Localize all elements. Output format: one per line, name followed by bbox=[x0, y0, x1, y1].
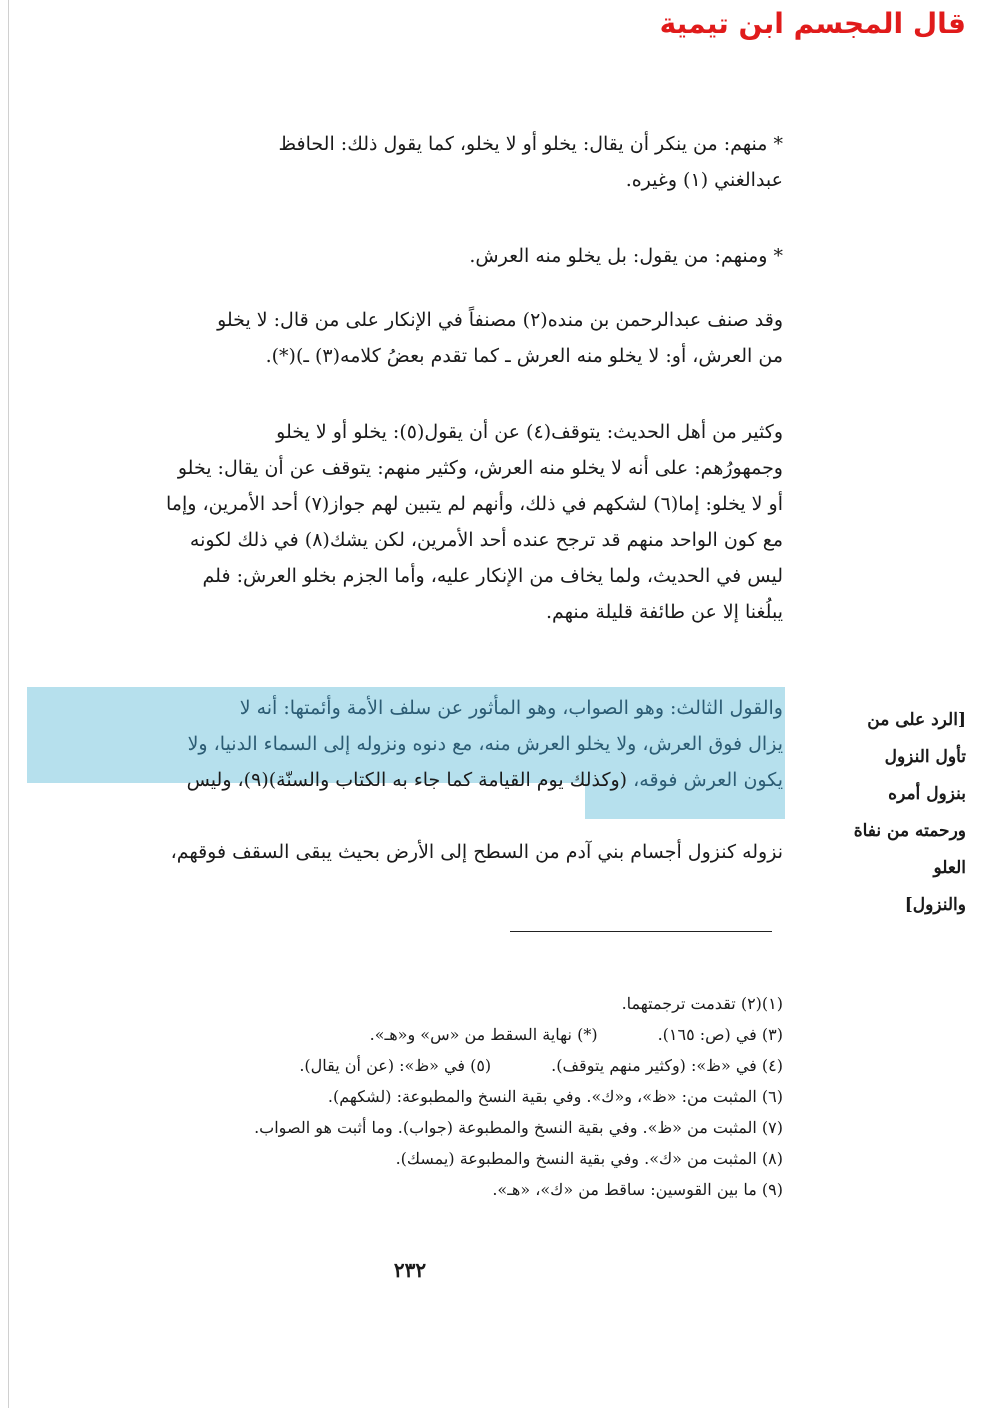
page-number: ٢٣٢ bbox=[393, 1258, 427, 1282]
text-line: * منهم: من ينكر أن يقال: يخلو أو لا يخلو، كما يقول ذلك: الحافظ bbox=[278, 133, 783, 155]
paragraph-6 bbox=[170, 834, 783, 870]
text-line-mixed bbox=[186, 762, 783, 798]
footnote: (١)(٢) تقدمت ترجمتهما. bbox=[621, 994, 783, 1013]
paragraph-4 bbox=[165, 414, 783, 630]
footnote: (٦) المثبت من: «ظ»، و«ك». وفي بقية النسخ والمطبوعة: (لشكهم). bbox=[327, 1087, 783, 1106]
text-line: ليس في الحديث، ولما يخاف من الإنكار عليه، وأما الجزم بخلو العرش: فلم bbox=[202, 565, 783, 587]
footnote: (٧) المثبت من «ظ». وفي بقية النسخ والمطبوعة (جواب). وما أثبت هو الصواب. bbox=[254, 1118, 783, 1137]
text-line: وجمهورُهم: على أنه لا يخلو منه العرش، وكثير منهم: يتوقف عن أن يقال: يخلو bbox=[177, 457, 783, 479]
margin-line: تأول النزول bbox=[884, 747, 966, 767]
footnotes bbox=[143, 988, 783, 1205]
text-line: وقد صنف عبدالرحمن بن منده(٢) مصنفاً في الإنكار على من قال: لا يخلو bbox=[217, 309, 783, 331]
paragraph-1 bbox=[203, 126, 783, 198]
paragraph-2 bbox=[203, 238, 783, 274]
margin-line: والنزول] bbox=[904, 895, 966, 915]
margin-line: بنزول أمره bbox=[888, 784, 966, 804]
text-line: نزوله كنزول أجسام بني آدم من السطح إلى الأرض بحيث يبقى السقف فوقهم، bbox=[170, 841, 783, 863]
text-line: والقول الثالث: وهو الصواب، وهو المأثور عن سلف الأمة وأئمتها: أنه لا bbox=[239, 697, 783, 719]
text-line: وكثير من أهل الحديث: يتوقف(٤) عن أن يقول(٥): يخلو أو لا يخلو bbox=[276, 421, 783, 443]
text-line: من العرش، أو: لا يخلو منه العرش ـ كما تقدم بعضُ كلامه(٣) ـ)(*). bbox=[265, 345, 783, 367]
text-line: يبلُغنا إلا عن طائفة قليلة منهم. bbox=[545, 601, 783, 623]
footnote: (٣) في (ص: ١٦٥). bbox=[657, 1025, 783, 1044]
margin-line: العلو bbox=[933, 858, 966, 878]
text-line: مع كون الواحد منهم قد ترجح عنده أحد الأمرين، لكن يشك(٨) في ذلك لكونه bbox=[189, 529, 783, 551]
footnote-separator bbox=[510, 931, 772, 932]
margin-note bbox=[786, 702, 966, 924]
footnote: (٨) المثبت من «ك». وفي بقية النسخ والمطبوعة (يمسك). bbox=[395, 1149, 783, 1168]
footnote: (٩) ما بين القوسين: ساقط من «ك»، «هـ». bbox=[492, 1180, 783, 1199]
text-line: أو لا يخلو: إما(٦) لشكهم في ذلك، وأنهم لم يتبين لهم جواز(٧) أحد الأمرين، وإما bbox=[165, 493, 783, 515]
page-header-title: قال المجسم ابن تيمية bbox=[659, 7, 966, 40]
paragraph-highlighted bbox=[186, 690, 783, 798]
footnote: (٥) في «ظ»: (عن أن يقال). bbox=[299, 1056, 492, 1075]
footnote: (٤) في «ظ»: (وكثير منهم يتوقف). bbox=[551, 1056, 783, 1075]
margin-line: ورحمته من نفاة bbox=[853, 821, 966, 841]
margin-line: [الرد على من bbox=[867, 710, 966, 730]
highlighted-fragment: يكون العرش فوقه، bbox=[633, 769, 783, 791]
paragraph-3 bbox=[203, 302, 783, 374]
text-line: يزال فوق العرش، ولا يخلو العرش منه، مع دنوه ونزوله إلى السماء الدنيا، ولا bbox=[187, 733, 783, 755]
text-line: عبدالغني (١) وغيره. bbox=[625, 169, 783, 191]
plain-fragment: (وكذلك يوم القيامة كما جاء به الكتاب والسنّة)(٩)، وليس bbox=[186, 769, 628, 791]
text-line: * ومنهم: من يقول: بل يخلو منه العرش. bbox=[469, 245, 783, 267]
footnote: (*) نهاية السقط من «س» و«هـ». bbox=[369, 1025, 598, 1044]
